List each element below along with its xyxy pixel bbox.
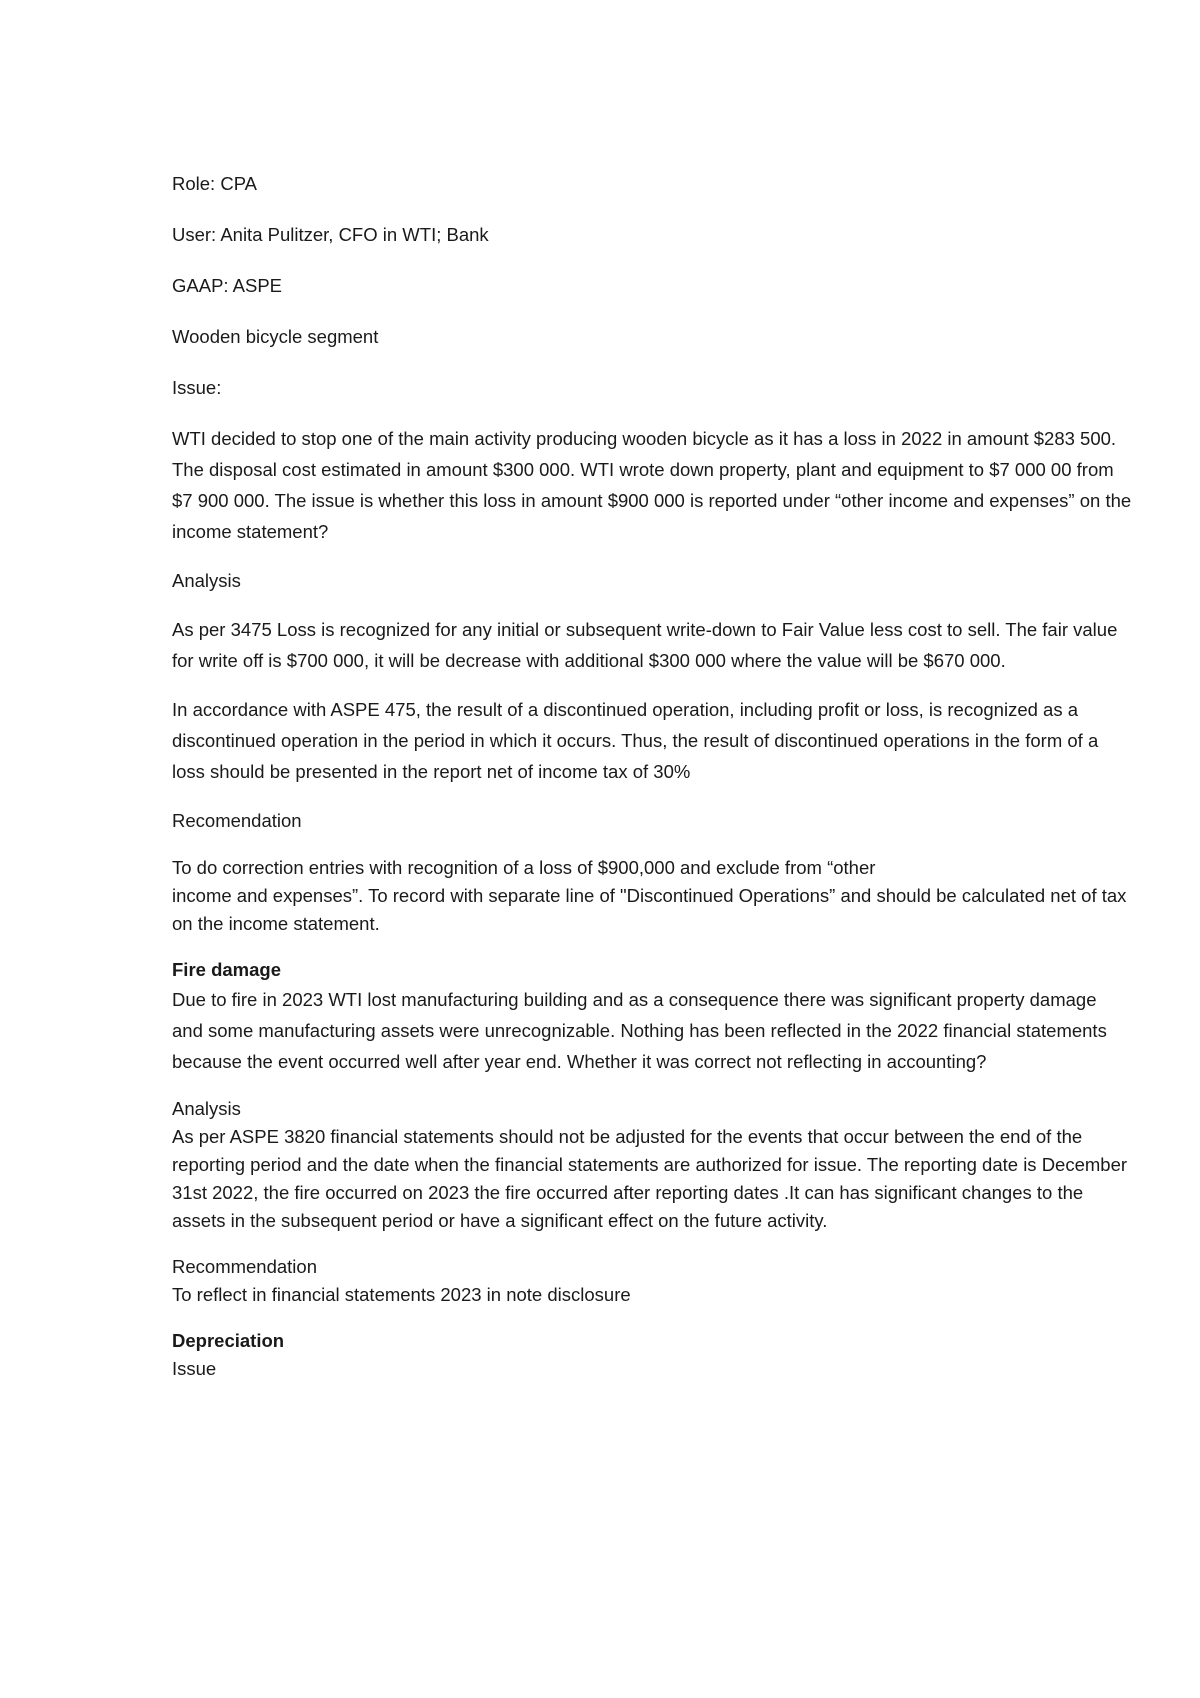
role-line: Role: CPA — [172, 173, 257, 194]
gaap-line: GAAP: ASPE — [172, 275, 283, 296]
depreciation-issue-label: Issue — [172, 1358, 217, 1379]
wooden-bicycle-heading: Wooden bicycle segment — [172, 326, 379, 347]
fire-damage-issue-text: Due to fire in 2023 WTI lost manufacturing building and as a consequence there was significant property damage and some manufacturing assets were unrecognizable. Nothing has been reflected in the 2022 financial statements because the event occurred well after year end. Whether it was correct not reflecting in accounting? — [172, 989, 1107, 1072]
wooden-bicycle-recommendation-line2: income and expenses”. To record with separate line of "Discontinued Operations” and should be calculated net of tax on the income statement. — [172, 885, 1127, 934]
wooden-bicycle-analysis-label: Analysis — [172, 570, 241, 591]
fire-damage-recommendation-label: Recommendation — [172, 1256, 317, 1277]
depreciation-heading: Depreciation — [172, 1330, 285, 1351]
user-line: User: Anita Pulitzer, CFO in WTI; Bank — [172, 224, 489, 245]
fire-damage-analysis-text: As per ASPE 3820 financial statements should not be adjusted for the events that occur between the end of the reporting period and the date when the financial statements are authorized for issue. The reporting date is December 31st 2022, the fire occurred on 2023 the fire occurred after reporting dates .It can has significant changes to the assets in the subsequent period or have a significant effect on the future activity. — [172, 1126, 1128, 1231]
wooden-bicycle-recommendation-label: Recomendation — [172, 810, 302, 831]
fire-damage-recommendation-text: To reflect in financial statements 2023 in note disclosure — [172, 1284, 631, 1305]
wooden-bicycle-analysis-p1: As per 3475 Loss is recognized for any initial or subsequent write-down to Fair Value less cost to sell. The fair value for write off is $700 000, it will be decrease with additional $300 000 where the value will be $670 000. — [172, 619, 1118, 671]
wooden-bicycle-analysis-p2: In accordance with ASPE 475, the result of a discontinued operation, including profit or loss, is recognized as a discontinued operation in the period in which it occurs. Thus, the result of discontinued operations in the form of a loss should be presented in the report net of income tax of 30% — [172, 699, 1099, 782]
wooden-bicycle-issue-label: Issue: — [172, 377, 222, 398]
fire-damage-analysis-label: Analysis — [172, 1098, 241, 1119]
wooden-bicycle-issue-text: WTI decided to stop one of the main activity producing wooden bicycle as it has a loss in 2022 in amount $283 500. The disposal cost estimated in amount $300 000. WTI wrote down property, plant and equipment to $7 000 00 from $7 900 000. The issue is whether this loss in amount $900 000 is reported under “other income and expenses” on the income statement? — [172, 428, 1132, 542]
wooden-bicycle-recommendation-line1: To do correction entries with recognition of a loss of $900,000 and exclude from “other — [172, 857, 876, 878]
fire-damage-heading: Fire damage — [172, 959, 281, 980]
document-body — [172, 168, 1132, 1383]
